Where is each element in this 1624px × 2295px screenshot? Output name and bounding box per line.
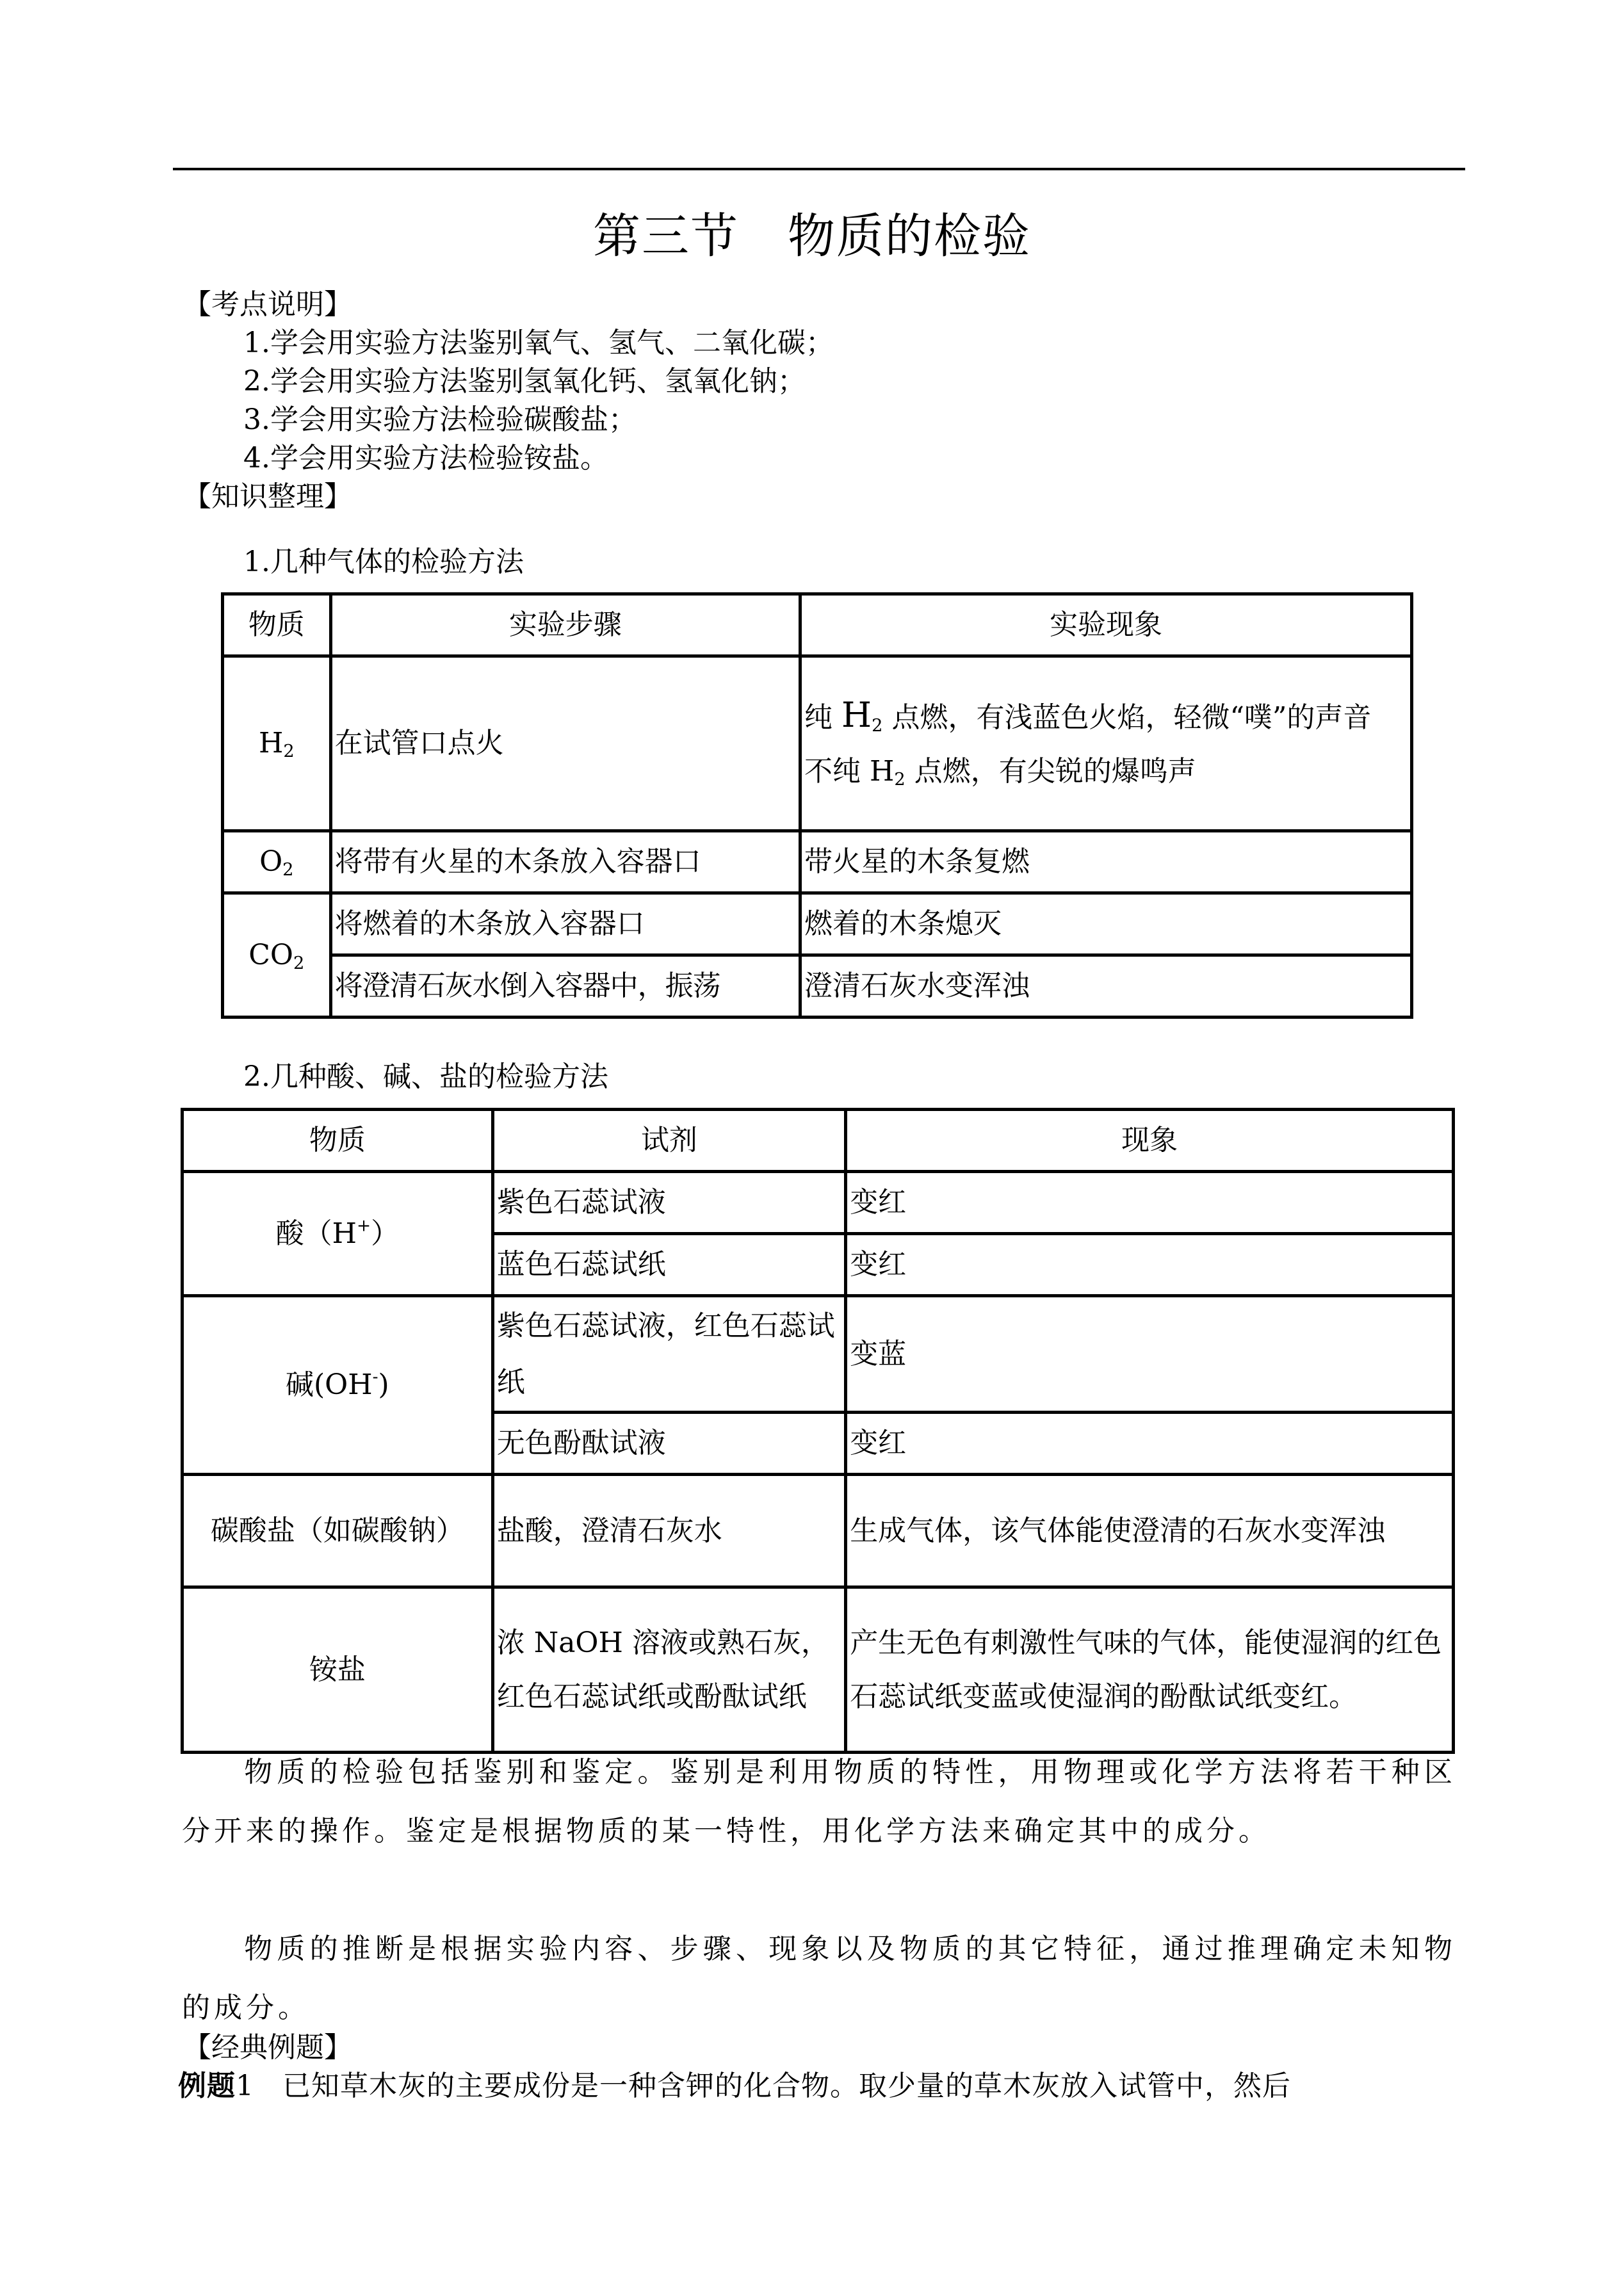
steps-cell: 将燃着的木条放入容器口 (330, 893, 800, 955)
reagent-cell: 紫色石蕊试液 (492, 1172, 845, 1234)
table-row (183, 1475, 1454, 1587)
reagent-cell: 无色酚酞试液 (492, 1413, 845, 1475)
subheading-acid-base-salt-tests: 2.几种酸、碱、盐的检验方法 (243, 1060, 608, 1093)
substance-cell: 铵盐 (183, 1587, 493, 1753)
phenomenon-cell: 生成气体，该气体能使澄清的石灰水变浑浊 (846, 1475, 1454, 1587)
table-row (223, 955, 1412, 1018)
section-heading-zhishi: 【知识整理】 (183, 480, 352, 513)
section-heading-lieti: 【经典例题】 (183, 2031, 352, 2064)
phenomenon-cell: 燃着的木条熄灭 (800, 893, 1412, 955)
reagent-cell: 浓 NaOH 溶液或熟石灰，红色石蕊试纸或酚酞试纸 (492, 1587, 845, 1753)
steps-cell: 在试管口点火 (330, 656, 800, 831)
header-rule (173, 168, 1465, 170)
paragraph: 物质的检验包括鉴别和鉴定。鉴别是利用物质的特性，用物理或化学方法将若干种区分开来的操作。鉴定是根据物质的某一特性，用化学方法来确定其中的成分。 (182, 1756, 1456, 1847)
substance-cell: 碳酸盐（如碳酸钠） (183, 1475, 493, 1587)
phenomenon-cell: 变蓝 (846, 1296, 1454, 1413)
header-cell: 现象 (846, 1110, 1454, 1172)
example-number: 1 (236, 2070, 254, 2102)
table-row (183, 1296, 1454, 1413)
example-text: 已知草木灰的主要成份是一种含钾的化合物。取少量的草木灰放入试管中，然后 (282, 2070, 1291, 2102)
phenomenon-line: 不纯 $H_2$ 点燃，有尖锐的爆鸣声 (804, 755, 1196, 790)
header-cell: 实验步骤 (330, 594, 800, 656)
reagent-cell: 紫色石蕊试液，红色石蕊试纸 (492, 1296, 845, 1413)
substance-cell: $O_2$ (223, 831, 331, 893)
table-row (183, 1172, 1454, 1234)
phenomenon-cell: 变红 (846, 1172, 1454, 1234)
header-cell: 实验现象 (800, 594, 1412, 656)
subheading-gas-tests: 1.几种气体的检验方法 (243, 546, 524, 578)
steps-cell: 将带有火星的木条放入容器口 (330, 831, 800, 893)
substance-cell: $CO_2$ (223, 893, 331, 1018)
phenomenon-cell: 变红 (846, 1413, 1454, 1475)
table-header-row (223, 594, 1412, 656)
reagent-cell: 蓝色石蕊试纸 (492, 1234, 845, 1296)
phenomenon-cell: 带火星的木条复燃 (800, 831, 1412, 893)
phenomenon-cell: 变红 (846, 1234, 1454, 1296)
gas-test-table (221, 592, 1413, 1019)
page-title: 第三节 物质的检验 (593, 209, 1031, 264)
phenomenon-line: 纯 $H_2$ 点燃，有浅蓝色火焰，轻微“噗”的声音 (804, 695, 1372, 736)
objective-item: 1.学会用实验方法鉴别氧气、氢气、二氧化碳； (243, 327, 834, 359)
objective-item: 2.学会用实验方法鉴别氢氧化钙、氢氧化钠； (243, 365, 806, 398)
phenomenon-cell: 澄清石灰水变浑浊 (800, 955, 1412, 1018)
formula-text: H (258, 727, 284, 759)
example-label: 例题 (178, 2070, 236, 2102)
header-cell: 试剂 (492, 1110, 845, 1172)
table-header-row (183, 1110, 1454, 1172)
substance-cell: 酸（H+） (183, 1172, 493, 1296)
table-row (183, 1587, 1454, 1753)
section-heading-kaodian: 【考点说明】 (183, 288, 352, 321)
steps-cell: 将澄清石灰水倒入容器中，振荡 (330, 955, 800, 1018)
example-question (178, 2067, 1459, 2105)
substance-cell: 碱(OH-) (183, 1296, 493, 1475)
table-row (223, 656, 1412, 831)
table-row (223, 831, 1412, 893)
phenomenon-cell (800, 656, 1412, 831)
table-row (223, 893, 1412, 955)
substance-cell (223, 656, 331, 831)
header-cell: 物质 (183, 1110, 493, 1172)
phenomenon-cell: 产生无色有刺激性气味的气体，能使湿润的红色石蕊试纸变蓝或使湿润的酚酞试纸变红。 (846, 1587, 1454, 1753)
objective-item: 3.学会用实验方法检验碳酸盐； (243, 403, 637, 436)
formula-subscript: 2 (283, 741, 295, 761)
reagent-cell: 盐酸，澄清石灰水 (492, 1475, 845, 1587)
objective-item: 4.学会用实验方法检验铵盐。 (243, 442, 608, 474)
header-cell: 物质 (223, 594, 331, 656)
acid-base-salt-table (181, 1108, 1455, 1754)
paragraph: 物质的推断是根据实验内容、步骤、现象以及物质的其它特征，通过推理确定未知物的成分。 (182, 1933, 1456, 2024)
